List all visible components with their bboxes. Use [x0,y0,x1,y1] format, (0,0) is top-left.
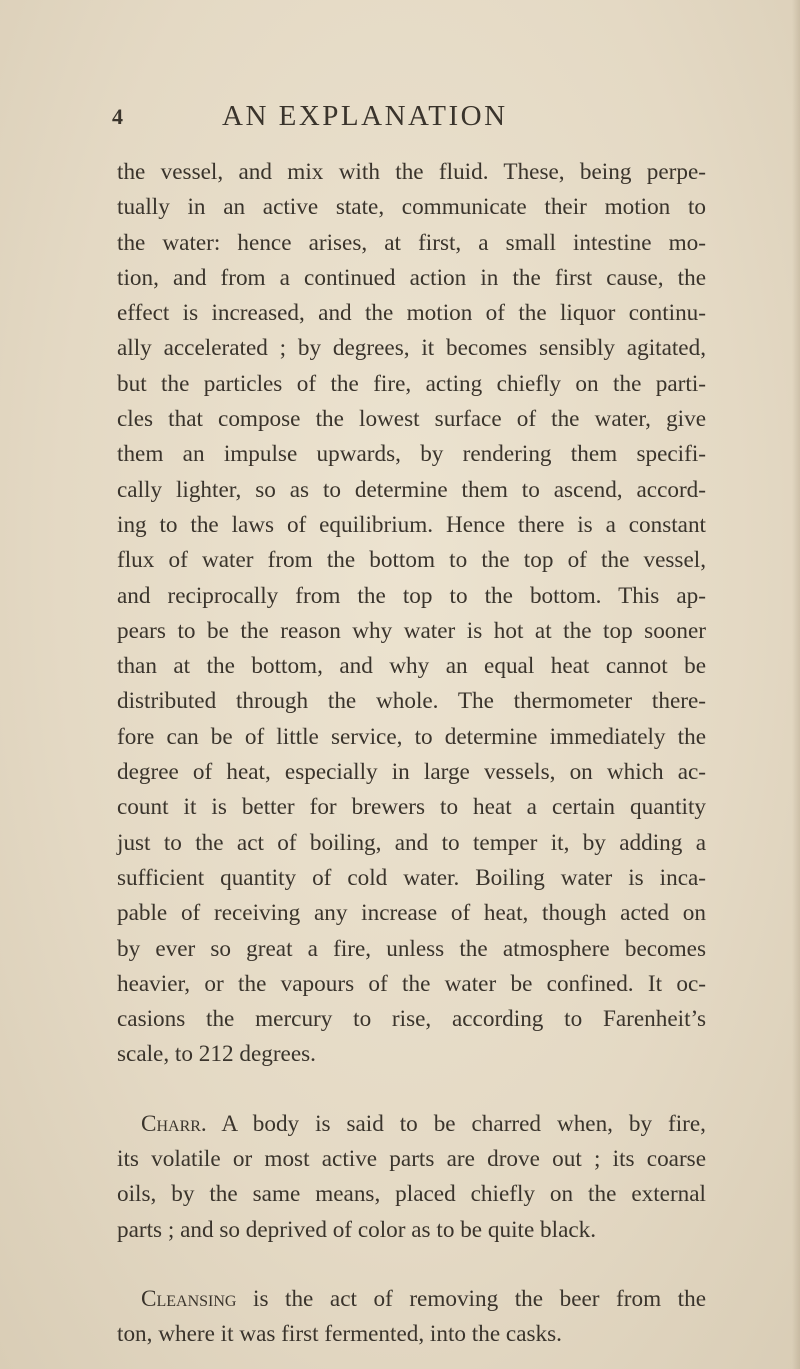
text-line: tion, and from a continued action in the first cause, the [117,264,706,291]
text-line: them an impulse upwards, by rendering them specifi- [117,441,706,468]
text-line: fore can be of little service, to determine immediately the [117,723,706,750]
text-line: sufficient quantity of cold water. Boiling water is inca- [117,864,706,891]
text-line: parts ; and so deprived of color as to be quite black. [117,1216,597,1243]
text-line: flux of water from the bottom to the top of the vessel, [117,547,706,574]
text-line: pears to be the reason why water is hot at the top sooner [117,617,706,644]
text-line: ally accelerated ; by degrees, it becomes sensibly agitated, [117,335,706,362]
text-line: just to the act of boiling, and to temper it, by adding a [117,829,706,856]
text-line: cles that compose the lowest surface of the water, give [117,406,706,433]
entry-term: Charr. [141,1110,207,1137]
text-line: but the particles of the fire, acting chiefly on the parti- [117,370,706,397]
text-line: by ever so great a fire, unless the atmosphere becomes [117,935,706,962]
text-line: ton, where it was first fermented, into the casks. [117,1321,562,1348]
text-line: distributed through the whole. The thermometer there- [117,688,706,715]
text-line: degree of heat, especially in large vessels, on which ac- [117,759,706,786]
running-head: AN EXPLANATION [222,100,508,132]
text-line: cally lighter, so as to determine them to ascend, accord- [117,476,706,503]
paragraph-heat [117,155,706,1073]
text-line: the vessel, and mix with the fluid. These, being perpe- [117,159,706,185]
text-line: tually in an active state, communicate their motion to [117,194,706,221]
text-line: casions the mercury to rise, according to Farenheit’s [117,1006,706,1033]
text-line: scale, to 212 degrees. [117,1041,316,1068]
text-line: effect is increased, and the motion of the liquor continu- [117,300,706,327]
entry-text: is the act of removing the beer from the [253,1285,706,1312]
text-line [117,1107,706,1142]
text-line: its volatile or most active parts are drove out ; its coarse [117,1146,706,1173]
text-line: heavier, or the vapours of the water be confined. It oc- [117,970,706,997]
text-line: pable of receiving any increase of heat, though acted on [117,900,706,927]
text-line: oils, by the same means, placed chiefly on the external [117,1181,706,1208]
page-edge-shadow [792,0,800,1369]
page-header [112,100,712,140]
paragraph-gap [117,1248,706,1282]
entry-text: A body is said to be charred when, by fire, [221,1110,706,1137]
text-line: and reciprocally from the top to the bottom. This ap- [117,582,706,609]
paragraph-gap [117,1073,706,1107]
paragraph-charr [117,1107,706,1248]
text-line: ing to the laws of equilibrium. Hence there is a constant [117,511,706,538]
text-line [117,1282,706,1317]
paragraph-cleansing [117,1282,706,1353]
text-line: count it is better for brewers to heat a certain quantity [117,794,706,821]
text-line: than at the bottom, and why an equal heat cannot be [117,653,706,680]
body-text [117,155,706,1353]
page-number: 4 [112,104,123,129]
entry-term: Cleansing [141,1285,237,1312]
text-line: the water: hence arises, at first, a small intestine mo- [117,229,706,256]
